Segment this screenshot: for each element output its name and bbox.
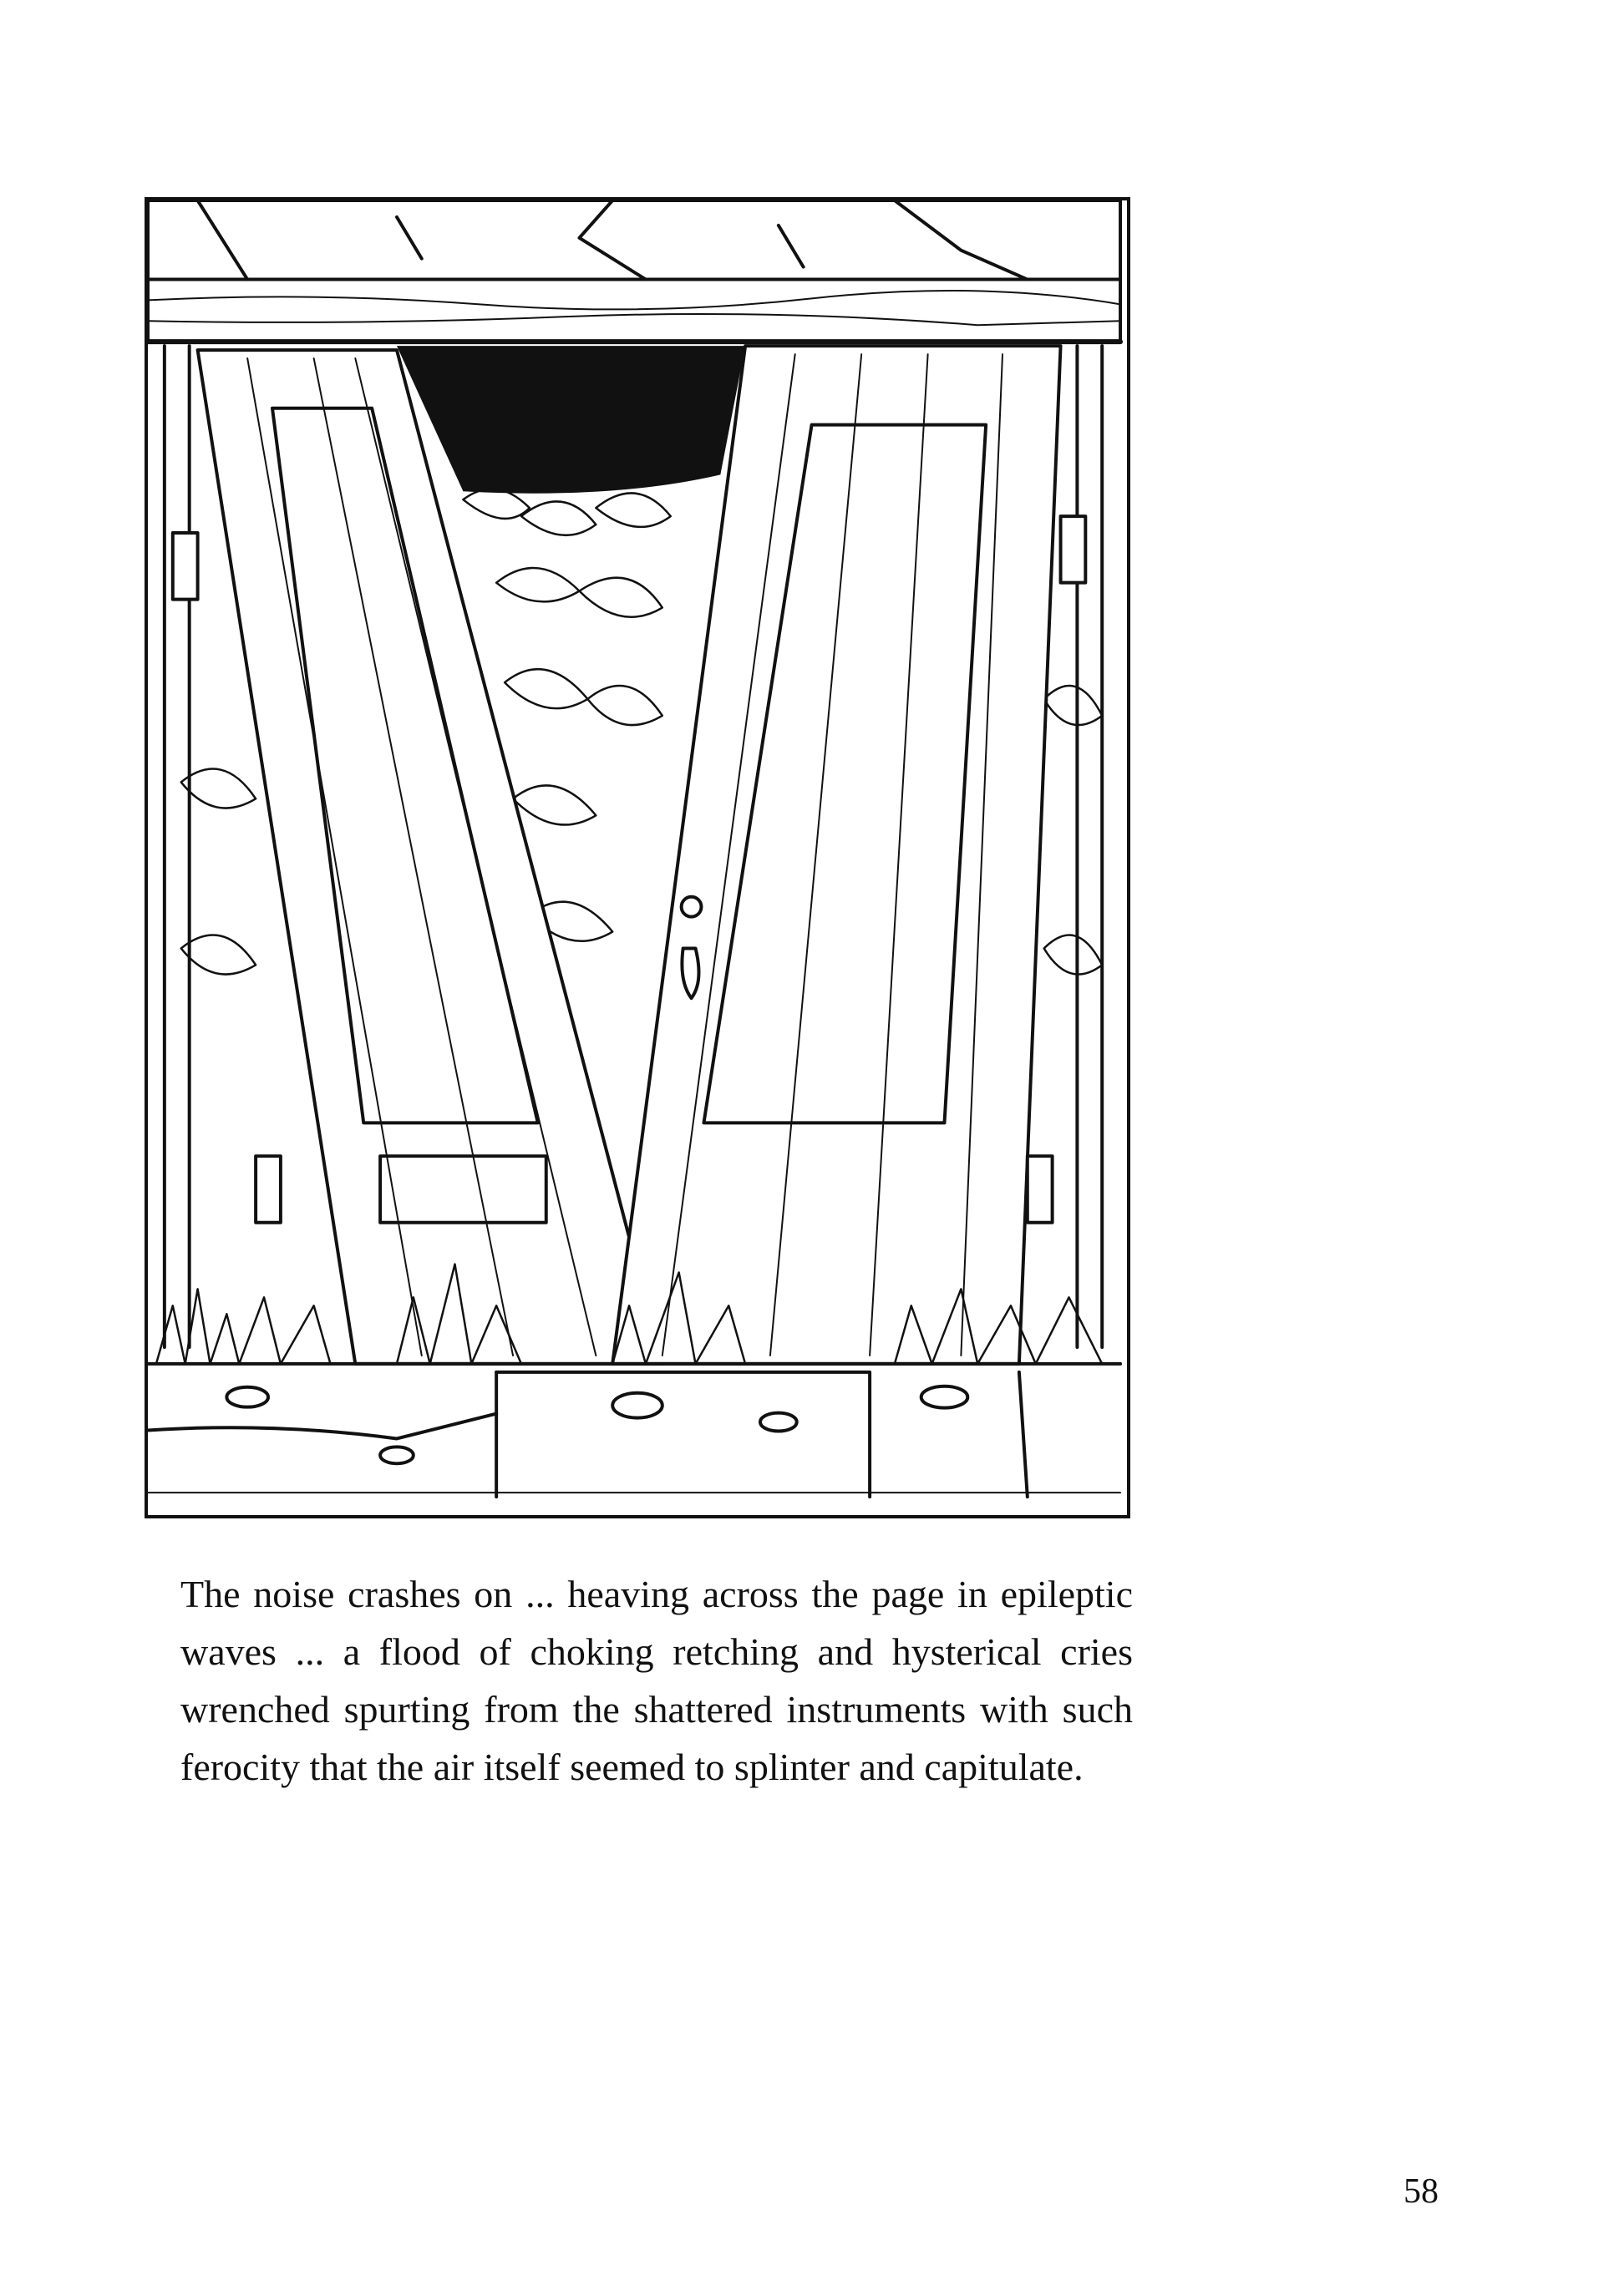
lintel-stone: [148, 200, 1120, 342]
caption-paragraph: The noise crashes on ... heaving across the page in epileptic waves ... a flood of choking retching and hysterical cries wrenched spurting from the shattered instruments with such ferocity that the air itself seemed to splinter and capitulate.: [180, 1573, 1133, 1788]
ink-illustration-broken-doors: [145, 197, 1130, 1518]
caption-text: [180, 1565, 1133, 1796]
page-number: 58: [1404, 2172, 1439, 2211]
left-door: [173, 350, 662, 1364]
right-door: [612, 346, 1085, 1364]
door-drawing: [148, 200, 1127, 1515]
dark-interior: [397, 346, 745, 494]
stone-ground: [148, 1364, 1120, 1497]
